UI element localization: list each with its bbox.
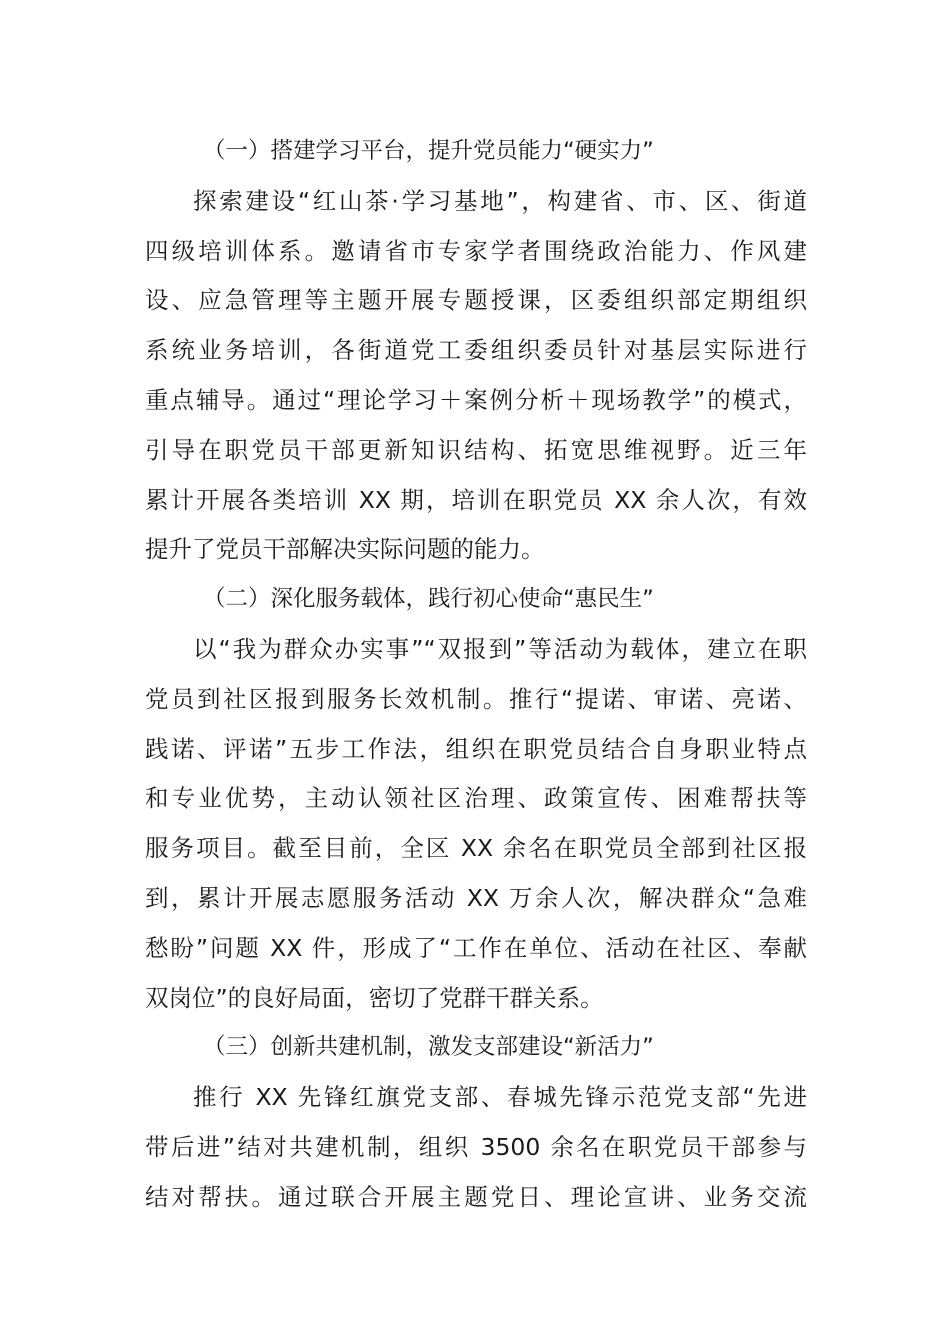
paragraph-line: 服务项目。截至目前，全区 XX 余名在职党员全部到社区报 xyxy=(145,834,807,863)
paragraph-line: 结对帮扶。通过联合开展主题党日、理论宣讲、业务交流 xyxy=(145,1182,807,1211)
document-body xyxy=(145,127,807,1223)
paragraph-line: 党员到社区报到服务长效机制。推行“提诺、审诺、亮诺、 xyxy=(145,684,807,713)
paragraph-line: 推行 XX 先锋红旗党支部、春城先锋示范党支部“先进 xyxy=(193,1083,807,1112)
paragraph-line: 和专业优势，主动认领社区治理、政策宣传、困难帮扶等 xyxy=(145,784,807,813)
section-heading-3: （三）创新共建机制，激发支部建设“新活力” xyxy=(203,1034,654,1061)
paragraph-line: 四级培训体系。邀请省市专家学者围绕政治能力、作风建 xyxy=(145,236,807,265)
paragraph-line: 探索建设“红山茶·学习基地”，构建省、市、区、街道 xyxy=(193,186,807,215)
paragraph-line: 愁盼”问题 XX 件，形成了“工作在单位、活动在社区、奉献 xyxy=(145,933,807,962)
paragraph-line: 累计开展各类培训 XX 期，培训在职党员 XX 余人次，有效 xyxy=(145,485,807,514)
paragraph-line: 提升了党员干部解决实际问题的能力。 xyxy=(145,535,545,564)
paragraph-line: 以“我为群众办实事”“双报到”等活动为载体，建立在职 xyxy=(193,634,807,663)
paragraph-line: 带后进”结对共建机制，组织 3500 余名在职党员干部参与 xyxy=(145,1132,807,1161)
paragraph-line: 双岗位”的良好局面，密切了党群干群关系。 xyxy=(145,983,604,1012)
paragraph-line: 到，累计开展志愿服务活动 XX 万余人次，解决群众“急难 xyxy=(145,883,807,912)
paragraph-line: 践诺、评诺”五步工作法，组织在职党员结合自身职业特点 xyxy=(145,734,807,763)
section-heading-2: （二）深化服务载体，践行初心使命“惠民生” xyxy=(203,586,654,613)
paragraph-line: 设、应急管理等主题开展专题授课，区委组织部定期组织 xyxy=(145,286,807,315)
paragraph-line: 引导在职党员干部更新知识结构、拓宽思维视野。近三年 xyxy=(145,435,807,464)
paragraph-line: 系统业务培训，各街道党工委组织委员针对基层实际进行 xyxy=(145,336,807,365)
paragraph-line: 重点辅导。通过“理论学习＋案例分析＋现场教学”的模式， xyxy=(145,385,807,414)
section-heading-1: （一）搭建学习平台，提升党员能力“硬实力” xyxy=(203,138,654,164)
